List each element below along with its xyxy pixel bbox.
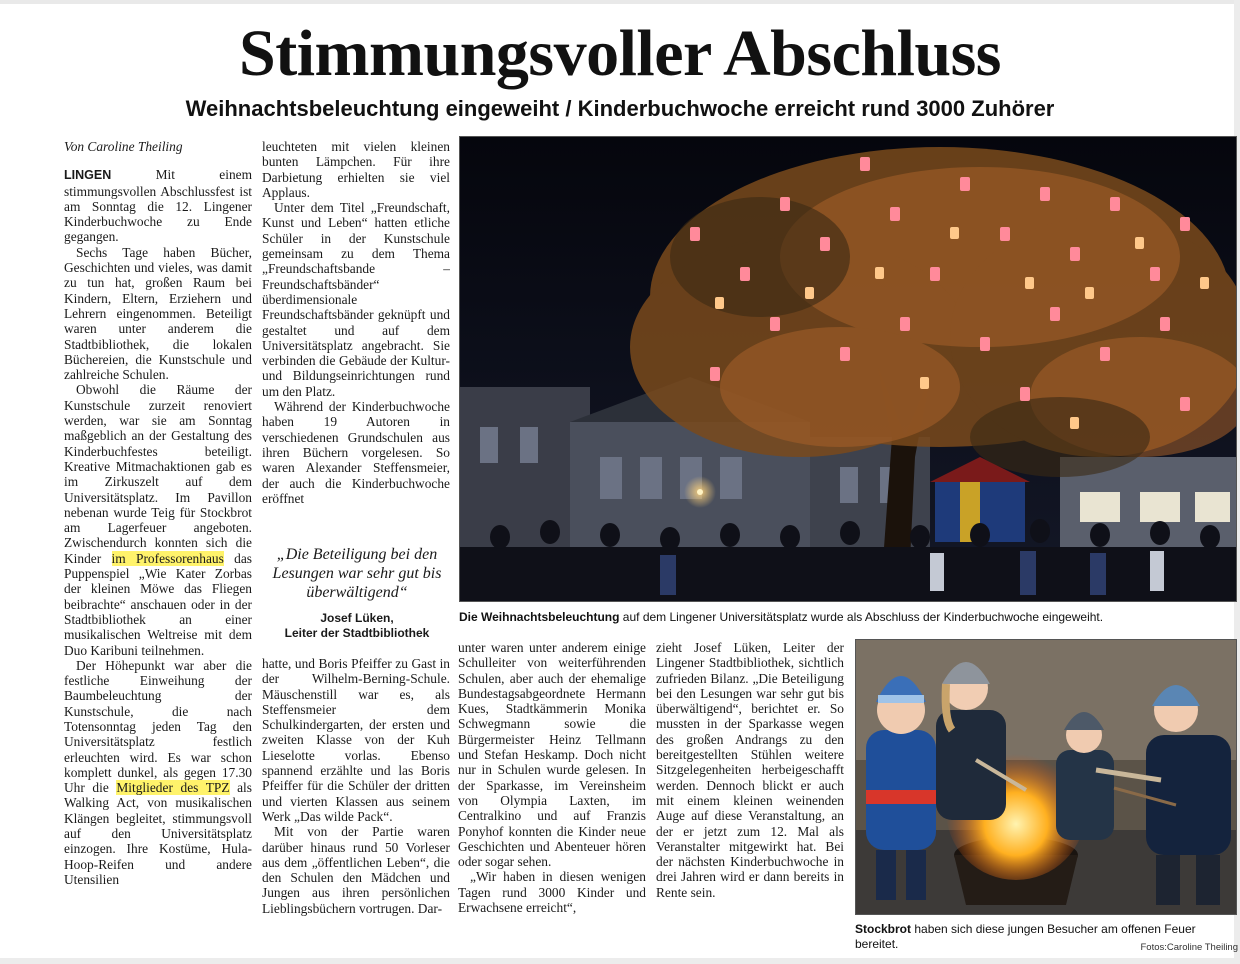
photo-credit: Fotos:Caroline Theiling [1140,942,1238,953]
paragraph: hatte, und Boris Pfeiffer zu Gast in der Wilhelm-Berning-Schule. Mäuschenstill war es, als Steffensmeier dem Schulkindergarten, der ersten und zweiten Klasse von der Kuh Lieselotte vorlas. Ebenso spannend erzählte und las Boris Pfeiffer für die Schüler der dritten und vierten Klassen aus seinem Werk „Das wilde Pack“. [262,656,450,824]
paragraph: Mit von der Partie waren darüber hinaus rund 50 Vorleser aus dem „öffentlichen Leben“, die den Schulen den Mädchen und Jungen aus ihren persönlichen Lieblingsbüchern vortrugen. Dar- [262,824,450,916]
highlighted-text: Mitglieder des TPZ [116,780,230,796]
article-column-2-bottom [262,656,450,958]
article-headline: Stimmungsvoller Abschluss [239,17,1001,90]
paragraph: unter waren unter anderem einige Schulleiter von weiterführenden Schulen, aber auch der ehemalige Bundestagsabgeordnete Hermann Kues, Stadtkämmerin Monika Schwegmann sowie die Bürgermeister Heinz Tellmann und Stefan Heskamp. Doch nicht nur in Schulen wurde gelesen. In der Sparkasse, im Vereinsheim von Olympia Laxten, im Centralkino und auf Franzis Ponyhof konnten die Kinder neue Geschichten und Abenteuer hören oder sogar sehen. [458,640,646,870]
christmas-tree-lights-image [460,137,1237,602]
article-subheadline: Weihnachtsbeleuchtung eingeweiht / Kinderbuchwoche erreicht rund 3000 Zuhörer [185,96,1055,121]
photo-caption-lights: Die Weihnachtsbeleuchtung auf dem Lingener Universitätsplatz wurde als Abschluss der Kinderbuchwoche eingeweiht. [459,610,1104,624]
article-column-2-top [262,139,450,535]
photo-caption-stockbrot: Stockbrot haben sich diese jungen Besucher am offenen Feuer bereitet. [855,922,1196,951]
paragraph: Obwohl die Räume der Kunstschule zurzeit renoviert werden, war sie am Sonntag maßgeblich an der Gestaltung des Kinderbuchfestes beteiligt. Kreative Mitmachaktionen gab es im Zirkuszelt auf dem Universitätsplatz. Im Pavillon nebenan wurde Teig für Stockbrot am Lagerfeuer angeboten. Zwischendurch konnten sich die Kinder im Professorenhaus das Puppenspiel „Wie Kater Zorbas der kleinen Möwe das Fliegen beibrachte“ anschauen oder in der Stadtbibliothek an einer musikalischen Weltreise mit dem Duo Karibuni teilnehmen. [64,382,252,658]
paragraph: zieht Josef Lüken, Leiter der Lingener Stadtbibliothek, sichtlich zufrieden Bilanz. „Die Beteiligung bei den Lesungen war sehr gut bis überwältigend“, berichtet er. So mussten in der Sparkasse wegen des großen Andrangs zu den bereitgestellten Stühlen weitere Sitzgelegenheiten herbeigeschafft werden. Dennoch blickt er auch mit einem kleinen weinenden Auge auf diese Veranstaltung, an der er jetzt zum 12. Mal als Veranstalter mitgewirkt hat. Bei der nächsten Kinderbuchwoche in drei Jahren wird er dann bereits in Rente sein. [656,640,844,900]
paragraph: leuchteten mit vielen kleinen bunten Lämpchen. Für ihre Darbietung erhielten sie viel Applaus. [262,139,450,200]
pull-quote: „Die Beteiligung bei den Lesungen war sehr gut bis überwältigend“ [272,546,442,601]
paragraph: LINGEN Mit einem stimmungsvollen Abschlussfest ist am Sonntag die 12. Lingener Kinderbuchwoche zu Ende gegangen. [64,167,252,245]
paragraph: Der Höhepunkt war aber die festliche Einweihung der Baumbeleuchtung der Kunstschule, die nach Totensonntag jeden Tag den Universitätsplatz festlich erleuchten wird. Es war schon komplett dunkel, als gegen 17.30 Uhr die Mitglieder des TPZ als Walking Act, von musikalischen Klängen begleitet, stimmungsvoll auf den Universitätsplatz einzogen. Ihre Kostüme, Hula-Hoop-Reifen und andere Utensilien [64,657,252,887]
article-column-4 [656,640,844,958]
paragraph: Sechs Tage haben Bücher, Geschichten und vieles, was damit zu tun hat, großen Raum bei Kindern, Eltern, Erziehern und Lehrern eingenommen. Beteiligt waren unter anderem die Stadtbibliothek, die lokalen Büchereien, die Kunstschule und zahlreiche Schulen. [64,244,252,383]
dateline: LINGEN [64,168,112,183]
children-campfire-image [856,640,1237,915]
bottom-border [0,958,1240,964]
pull-quote-author: Josef Lüken, Leiter der Stadtbibliothek [284,611,430,640]
paragraph: „Wir haben in diesen wenigen Tagen rund 3000 Kinder und Erwachsene erreicht“, [458,869,646,916]
paragraph: Unter dem Titel „Freundschaft, Kunst und Leben“ hatten etliche Schüler in der Kunstschule gemeinsam zu dem Thema „Freundschaftsbande – Freundschaftsbänder“ überdimensionale Freundschaftsbänder geknüpft und gestaltet und auf dem Universitätsplatz angebracht. Sie verbinden die Gebäude der Kultur- und Bildungseinrichtungen rund um den Platz. [262,200,450,399]
article-column-3 [458,640,646,958]
photo-christmas-lights [459,136,1237,602]
paragraph: Während der Kinderbuchwoche haben 19 Autoren in verschiedenen Grundschulen aus ihren Büchern vorgelesen. So waren Alexander Steffensmeier, der auch die Kinderbuchwoche eröffnet [262,399,450,506]
top-border [0,0,1240,4]
photo-stockbrot [855,639,1237,915]
highlighted-text: im Professorenhaus [111,550,224,566]
byline: Von Caroline Theiling [64,139,183,154]
article-column-1 [64,139,252,957]
